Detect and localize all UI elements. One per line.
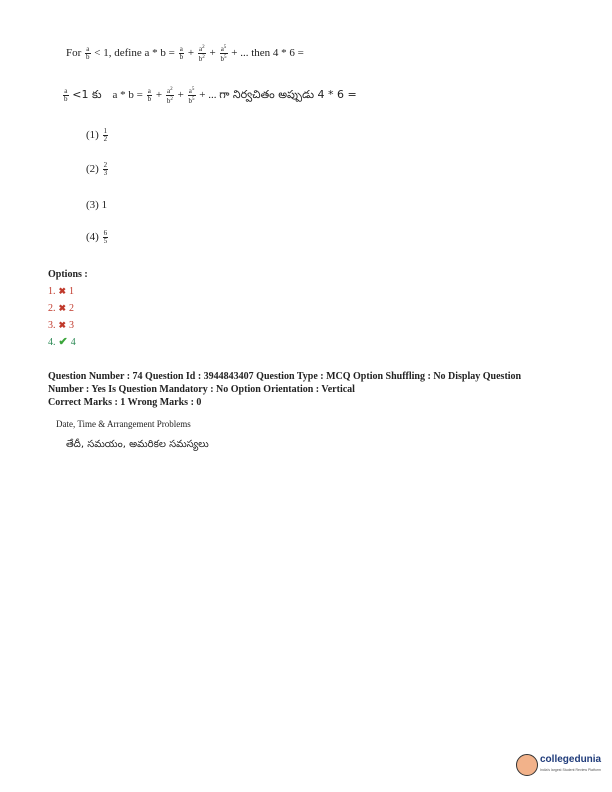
cross-icon: ✖ [58, 303, 67, 313]
question-english [66, 44, 304, 63]
question-meta [48, 370, 588, 409]
check-icon: ✔ [58, 336, 68, 348]
plus-sign: + [177, 89, 184, 102]
option-number: 3. [48, 320, 56, 331]
fraction-a-over-b-te-2: $\frac{a}{b}$ [147, 87, 152, 103]
meta-line-3: Correct Marks : 1 Wrong Marks : 0 [48, 397, 202, 408]
fraction-a2-over-b2-te: $\frac{a^2}{b^2}$ [166, 87, 173, 105]
fraction-a5-over-b5: $\frac{a^5}{b^5}$ [220, 45, 227, 63]
choice-3 [86, 199, 107, 211]
question-condition: < 1, define a * b = [94, 47, 175, 60]
choice-label: (2) [86, 163, 99, 176]
cross-icon: ✖ [58, 286, 67, 296]
fraction-a5-over-b5-te: $\frac{a^5}{b^5}$ [188, 87, 195, 105]
option-number: 4. [48, 337, 56, 348]
option-value: 4 [70, 337, 76, 348]
choice-fraction: $\frac{6}{5}$ [103, 229, 108, 245]
options-heading: Options : [48, 269, 88, 280]
section-english: Date, Time & Arrangement Problems [56, 419, 191, 429]
choice-2 [86, 162, 109, 177]
plus-sign: + [187, 47, 195, 60]
choice-label: (3) [86, 199, 99, 211]
fraction-a-over-b-2: $\frac{a}{b}$ [179, 45, 184, 61]
option-value: 1 [69, 286, 75, 297]
collegedunia-logo [516, 752, 608, 782]
logo-name: collegedunia [540, 754, 602, 765]
plus-sign: + [155, 89, 163, 102]
fraction-a-over-b-te: $\frac{a}{b}$ [64, 87, 68, 103]
option-value: 2 [69, 303, 75, 314]
choice-value: 1 [101, 199, 108, 211]
question-telugu [62, 86, 357, 105]
option-number: 2. [48, 303, 56, 314]
telugu-tail: + ... [199, 89, 217, 102]
option-item [48, 300, 76, 317]
choice-4 [86, 230, 109, 245]
question-prefix: For [66, 47, 82, 60]
question-tail: + ... then 4 * 6 = [231, 47, 304, 60]
options-list [48, 283, 76, 351]
option-item [48, 283, 76, 300]
plus-sign: + [209, 47, 216, 60]
meta-line-1: Question Number : 74 Question Id : 3944843407 Question Type : MCQ Option Shuffling : No Display Question [48, 371, 522, 382]
option-item-correct [48, 334, 76, 351]
telugu-text: గా నిర్వచితం అప్పుడు 4 * 6 = [219, 88, 357, 102]
option-value: 3 [69, 320, 75, 331]
section-telugu: తేదీ, సమయం, అమరికల సమస్యలు [66, 439, 209, 450]
choice-label: (1) [86, 129, 99, 142]
meta-line-2: Number : Yes Is Question Mandatory : No Option Orientation : Vertical [48, 384, 355, 395]
cross-icon: ✖ [58, 320, 67, 330]
choice-fraction: $\frac{2}{3}$ [103, 161, 108, 177]
logo-tagline: India's largest Student Review Platform [540, 768, 601, 772]
logo-avatar-icon [516, 754, 538, 776]
choice-label: (4) [86, 231, 99, 244]
choice-fraction: $\frac{1}{2}$ [103, 127, 108, 143]
choice-1 [86, 128, 109, 143]
fraction-a-over-b: $\frac{a}{b}$ [86, 45, 90, 61]
fraction-a2-over-b2: $\frac{a^2}{b^2}$ [198, 45, 205, 63]
telugu-condition: <1 కు [72, 88, 102, 102]
option-item [48, 317, 76, 334]
option-number: 1. [48, 286, 56, 297]
telugu-expression: a * b = [112, 89, 143, 102]
